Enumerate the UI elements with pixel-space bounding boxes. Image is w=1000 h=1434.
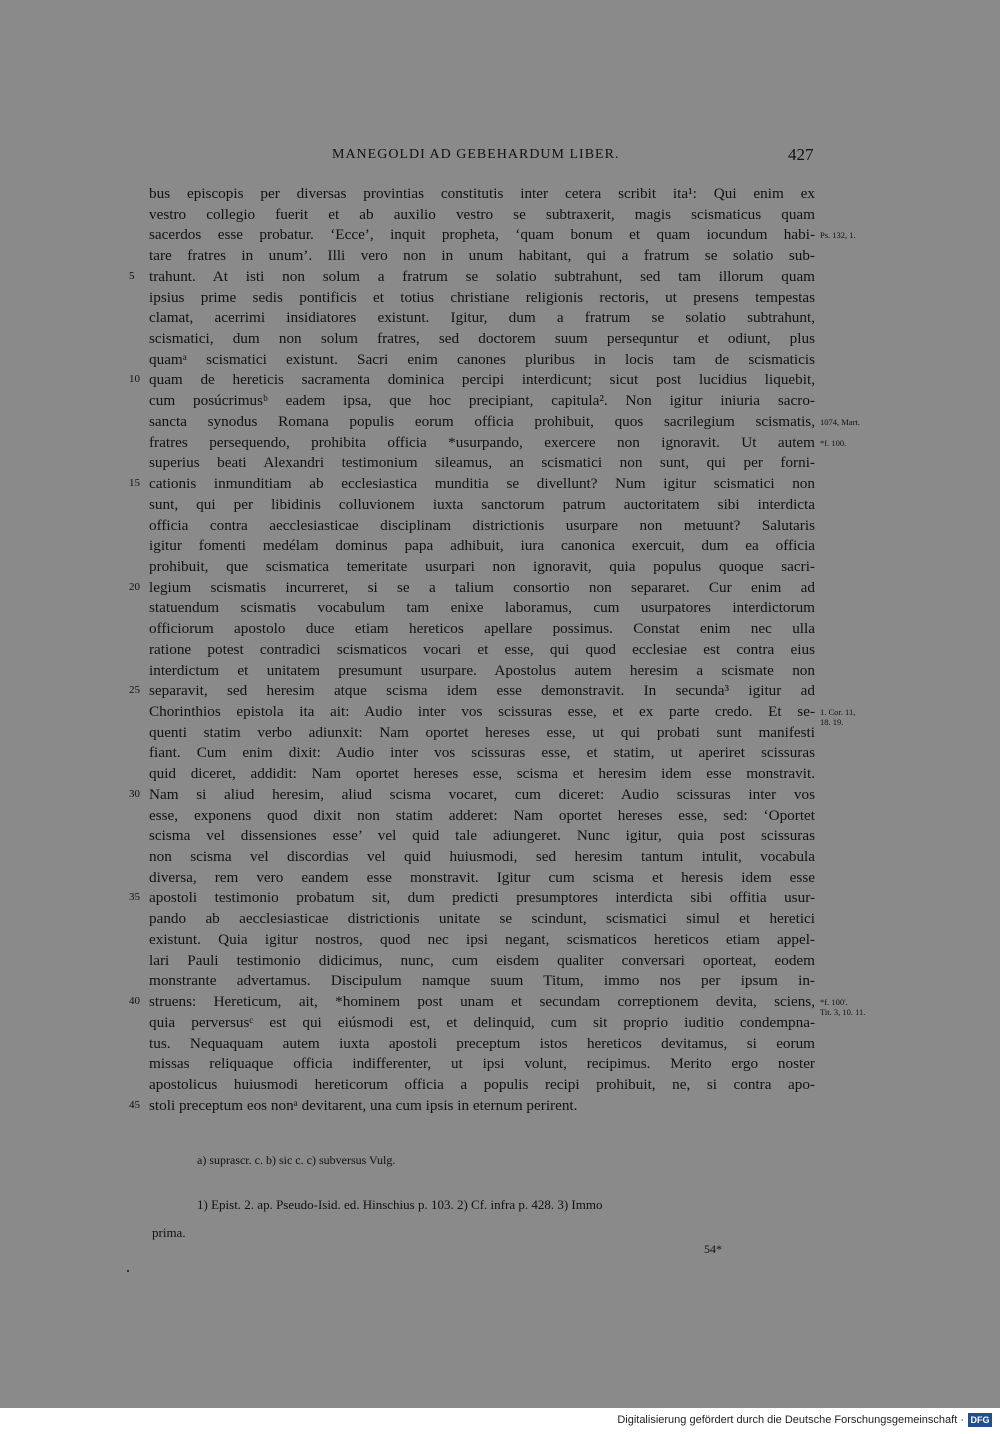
text-line: quenti statim verbo adiunxit: Nam oportet hereses esse, ut qui probati sunt manifesti (149, 723, 815, 741)
footnote-line-2: prima. (152, 1225, 186, 1240)
line-number: 5 (129, 269, 135, 282)
text-line: struens: Hereticum, ait, *hominem post unam et secundam correptionem devita, sciens, (149, 993, 815, 1011)
text-line: ratione potest contradici scismaticos vocari et esse, qui quod ecclesiae est contra eius (149, 640, 815, 658)
footnote-line-1: 1) Epist. 2. ap. Pseudo-Isid. ed. Hinschius p. 103. 2) Cf. infra p. 428. 3) Immo (197, 1197, 603, 1212)
signature-mark: 54* (704, 1242, 722, 1256)
page-number: 427 (788, 145, 814, 164)
running-head-title: MANEGOLDI AD GEBEHARDUM LIBER. (332, 147, 620, 162)
text-line: officiorum apostolo duce etiam hereticos apellare possimus. Constat enim nec ulla (149, 620, 815, 638)
line-number: 20 (129, 580, 140, 593)
dfg-logo: DFG (968, 1413, 992, 1427)
text-line: sacerdos esse probatur. ‘Ecce’, inquit propheta, ‘quam bonum et quam iocundum habi- (149, 226, 815, 244)
text-line: monstrante advertamus. Discipulum namque suum Titum, immo nos per ipsum in- (149, 972, 815, 990)
text-line: quia perversusᶜ est qui eiúsmodi est, et delinquid, cum sit proprio iuditio condempna- (149, 1013, 815, 1031)
text-line: tare fratres in unum’. Illi vero non in unum habitant, qui a fratrum se solatio sub- (149, 247, 815, 265)
text-line: legium scismatis incurreret, si se a talium consortio non separaret. Cur enim ad (149, 578, 815, 596)
text-line: ipsius prime sedis pontificis et totius christiane religionis rectoris, ut presens tempestas (149, 288, 815, 306)
text-line: clamat, acerrimi insidiatores existunt. Igitur, dum a fratrum se solatio subtrahunt, (149, 309, 815, 327)
text-line: apostolicus huiusmodi hereticorum officia a populis recipi prohibuit, ne, si contra apo- (149, 1075, 815, 1093)
text-line: prohibuit, que scismatica temeritate usurpari non ignoravit, quia populus quoque sacri- (149, 557, 815, 575)
text-line: Nam si aliud heresim, aliud scisma vocaret, cum diceret: Audio scissuras inter vos (149, 785, 815, 803)
text-line: tus. Nequaquam autem iuxta apostoli preceptum istos hereticos devitamus, si eorum (149, 1034, 815, 1052)
text-line: cum posúcrimusᵇ eadem ipsa, que hoc precipiant, capitula². Non igitur iniuria sacro- (149, 392, 815, 410)
line-number: 30 (129, 787, 140, 800)
text-line: esse, exponens quod dixit non statim adderet: Nam oportet hereses esse, sed: ‘Oportet (149, 806, 815, 824)
text-line: fratres persequendo, prohibita officia *usurpando, exercere non ignoravit. Ut autem (149, 433, 815, 451)
text-line: sancta synodus Romana populis eorum officia prohibuit, quos sacrilegium scismatis, (149, 412, 815, 430)
text-line: existunt. Quia igitur nostros, quod nec ipsi negant, scismaticos hereticos etiam appel- (149, 930, 815, 948)
margin-note: 1074, Mart. (820, 416, 860, 427)
text-line: scismatici, dum non solum fratres, sed doctorem suum persequntur et odiunt, plus (149, 330, 815, 348)
line-number: 15 (129, 477, 140, 490)
text-line: superius beati Alexandri testimonium sileamus, an scismatici non sunt, qui per forni- (149, 454, 815, 472)
line-number: 25 (129, 684, 140, 697)
text-line: stoli preceptum eos nonᵃ devitarent, una cum ipsis in eternum perirent. (149, 1096, 578, 1114)
text-line: separavit, sed heresim atque scisma idem esse demonstravit. In secunda³ igitur ad (149, 682, 815, 700)
text-line: igitur fomenti medélam dominus papa adhibuit, iura canonica exercuit, dum ea officia (149, 537, 815, 555)
text-line: quamᵃ scismatici existunt. Sacri enim canones pluribus in locis tam de scismaticis (149, 350, 815, 368)
text-line: trahunt. At isti non solum a fratrum se solatio subtrahunt, sed tam illorum quam (149, 267, 815, 285)
footer-bar (0, 1408, 1000, 1434)
margin-note: Ps. 132, 1. (820, 230, 856, 241)
text-line: Chorinthios epistola ita ait: Audio inter vos scissuras esse, et ex parte credo. Et se- (149, 703, 815, 720)
text-line: lari Pauli testimonio didicimus, nunc, cum eisdem qualiter conversari oporteat, eodem (149, 951, 815, 969)
text-line: bus episcopis per diversas provintias constitutis inter cetera scribit ita¹: Qui enim ex (149, 185, 815, 202)
line-number: 10 (129, 373, 140, 386)
text-line: sunt, qui per libidinis colluvionem iuxta sanctorum patrum auctoritatem sibi interdicta (149, 495, 815, 513)
margin-note: 1. Cor. 11, 18. 19. (820, 707, 856, 727)
text-line: scisma vel dissensiones esse’ vel quid tale adiungeret. Nunc igitur, quia post scissuras (149, 827, 815, 845)
line-number: 45 (129, 1098, 140, 1111)
text-line: apostoli testimonio probatum sit, dum predicti presumptores interdicta sibi offitia usur- (149, 889, 815, 907)
line-number: 40 (129, 995, 140, 1008)
text-line: vestro collegio fuerit et ab auxilio vestro se subtraxerit, magis scismaticus quam (149, 205, 815, 223)
text-line: interdictum et unitatem presumunt usurpare. Apostolus autem heresim a scismate non (149, 661, 815, 679)
text-line: quid diceret, addidit: Nam oportet hereses esse, scisma et heresim idem esse monstravit. (149, 765, 815, 783)
margin-note: *f. 100. (820, 437, 847, 448)
text-line: statuendum scismatis vocabulum tam enixe laboramus, cum usurpatores interdictorum (149, 599, 815, 617)
text-line: fiant. Cum enim dixit: Audio inter vos scissuras esse, et statim, ut aperiret scissuras (149, 744, 815, 762)
text-line: cationis inmunditiam ab ecclesiastica munditia se divellunt? Num igitur scismatici non (149, 475, 815, 493)
text-line: missas reliquaque officia indifferenter, ut ipsi volunt, recipimus. Merito ergo noster (149, 1055, 815, 1073)
text-line: diversa, rem vero eandem esse monstravit. Igitur cum scisma et heresis idem esse (149, 868, 815, 886)
scan-speck (127, 1270, 129, 1272)
text-line: pando ab aecclesiasticae districtionis unitate se scindunt, scismatici simul et heretici (149, 910, 815, 928)
text-line: officia contra aecclesiasticae disciplinam districtionis usurpare non metuunt? Salutaris (149, 516, 815, 534)
text-line: non scisma vel discordias vel quid huiusmodi, sed heresim tantum intulit, vocabula (149, 848, 815, 866)
line-number: 35 (129, 891, 140, 904)
critical-apparatus: a) suprascr. c. b) sic c. c) subversus Vulg. (197, 1153, 396, 1167)
text-line: quam de hereticis sacramenta dominica percipi interdicunt; sicut post lucidius liquebit, (149, 371, 815, 389)
footer-credit: Digitalisierung gefördert durch die Deutsche Forschungsgemeinschaft · (617, 1414, 964, 1426)
margin-note: *f. 100'. Tit. 3, 10. 11. (820, 997, 866, 1018)
